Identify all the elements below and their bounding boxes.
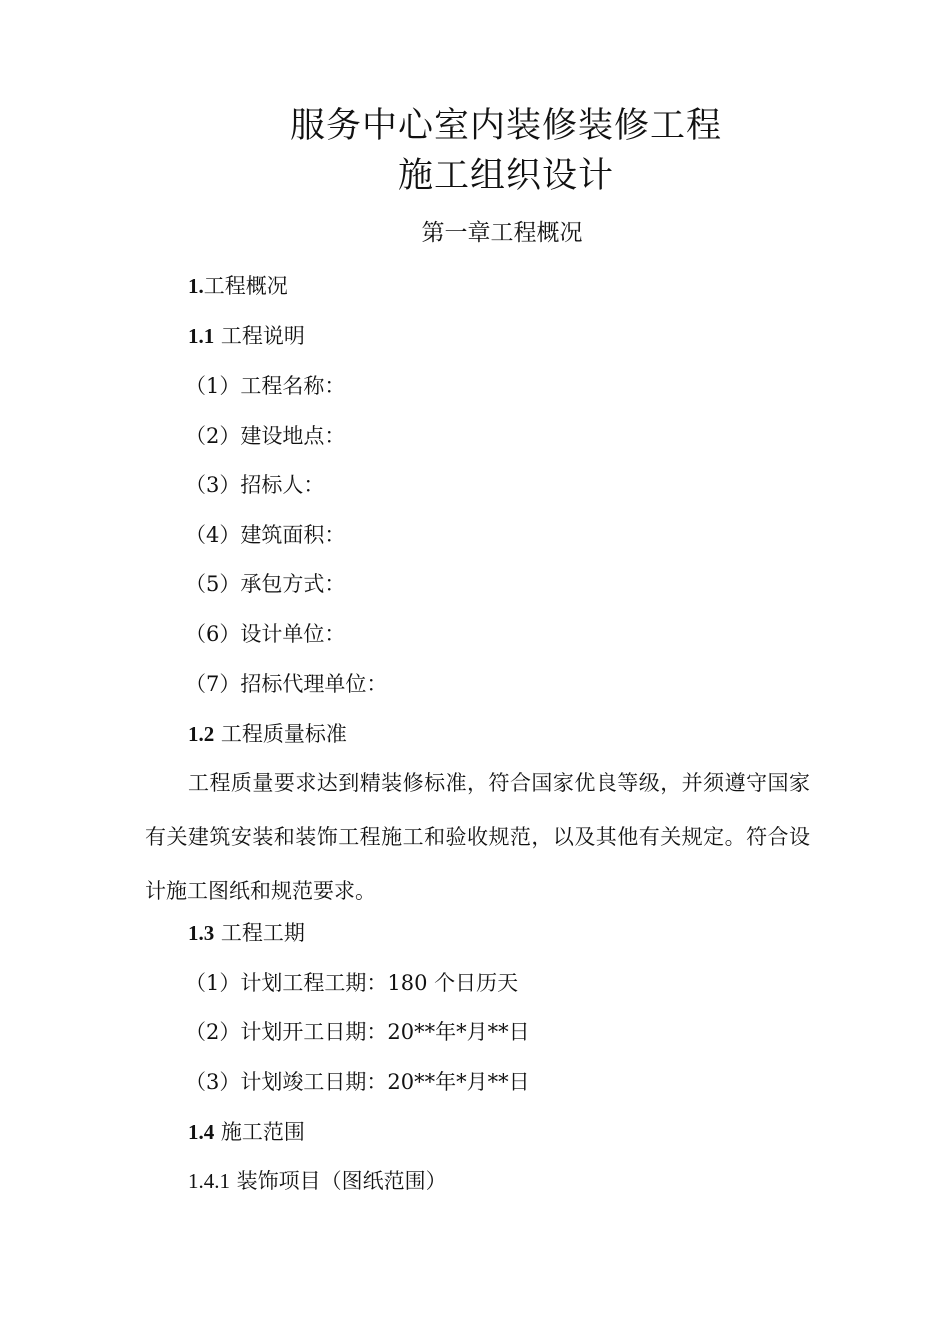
section-number: 1.2	[188, 722, 215, 746]
section-heading-1-2	[188, 720, 347, 748]
project-item-designer: （6）设计单位：	[185, 622, 346, 646]
section-title: 工程质量标准	[214, 722, 347, 746]
section-title: 工程概况	[203, 274, 288, 298]
schedule-item-end-date: （3）计划竣工日期：20**年*月**日	[185, 1070, 530, 1094]
section-heading-1	[188, 272, 288, 300]
project-item-name: （1）工程名称：	[185, 374, 346, 398]
section-heading-1-3	[188, 919, 305, 947]
chapter-heading: 第一章工程概况	[421, 220, 583, 246]
document-title-line2: 施工组织设计	[397, 156, 614, 196]
section-number: 1.1	[188, 324, 215, 348]
section-number: 1.4.1	[188, 1169, 230, 1193]
project-item-location: （2）建设地点：	[185, 424, 346, 448]
project-item-area: （4）建筑面积：	[185, 523, 346, 547]
schedule-item-start-date: （2）计划开工日期：20**年*月**日	[185, 1020, 530, 1044]
project-item-contract-mode: （5）承包方式：	[185, 572, 346, 596]
subsection-heading-1-4-1	[188, 1167, 447, 1195]
section-heading-1-4	[188, 1118, 305, 1146]
section-number: 1.4	[188, 1120, 215, 1144]
project-item-agency: （7）招标代理单位：	[185, 672, 388, 696]
document-title-line1: 服务中心室内装修装修工程	[289, 106, 722, 146]
section-title: 装饰项目（图纸范围）	[230, 1169, 447, 1193]
schedule-item-duration: （1）计划工程工期：180 个日历天	[185, 971, 519, 995]
section-heading-1-1	[188, 322, 305, 350]
section-number: 1.3	[188, 921, 215, 945]
quality-paragraph: 工程质量要求达到精装修标准，符合国家优良等级，并须遵守国家有关建筑安装和装饰工程施工和验收规范，以及其他有关规定。符合设计施工图纸和规范要求。	[145, 771, 810, 903]
project-item-tenderer: （3）招标人：	[185, 473, 325, 497]
section-number: 1.	[188, 274, 204, 298]
section-title: 工程说明	[214, 324, 305, 348]
section-title: 施工范围	[214, 1120, 305, 1144]
section-title: 工程工期	[214, 921, 305, 945]
